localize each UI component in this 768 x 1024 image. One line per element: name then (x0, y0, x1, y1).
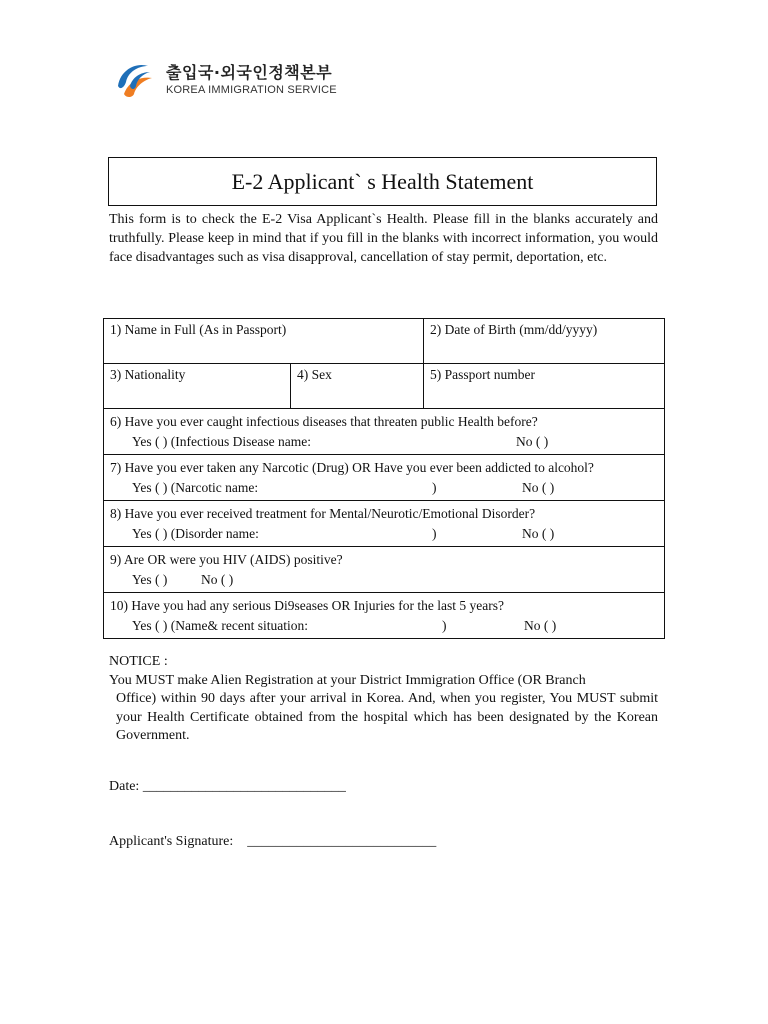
yes-option[interactable]: Yes ( ) (132, 572, 168, 587)
no-option[interactable]: No ( ) (522, 526, 555, 541)
notice-first-line: You MUST make Alien Registration at your District Immigration Office (OR Branch (109, 672, 586, 688)
date-field[interactable] (109, 779, 346, 795)
korea-immigration-logo-icon (110, 56, 158, 104)
table-row (104, 319, 665, 364)
form-title: E-2 Applicant` s Health Statement (108, 157, 657, 206)
question-row (104, 501, 665, 547)
close-paren: ) (442, 618, 447, 633)
sex-field[interactable] (291, 364, 424, 409)
sex-label: 4) Sex (297, 367, 332, 382)
nationality-label: 3) Nationality (110, 367, 186, 382)
question-text: 6) Have you ever caught infectious diseases that threaten public Health before? (110, 414, 538, 429)
answer-line (110, 570, 658, 590)
logo-korean-name: 출입국·외국인정책본부 (166, 62, 333, 82)
question-text: 9) Are OR were you HIV (AIDS) positive? (110, 552, 343, 567)
question-text: 8) Have you ever received treatment for Mental/Neurotic/Emotional Disorder? (110, 506, 536, 521)
date-blank[interactable]: _____________________________ (142, 779, 346, 794)
passport-field[interactable] (424, 364, 665, 409)
passport-label: 5) Passport number (430, 367, 535, 382)
dob-field[interactable] (424, 319, 665, 364)
notice-heading: NOTICE : (109, 654, 168, 669)
close-paren: ) (432, 526, 437, 541)
signature-field[interactable] (109, 834, 436, 850)
question-row (104, 593, 665, 639)
answer-line (110, 616, 658, 636)
question-row (104, 547, 665, 593)
notice-rest: Office) within 90 days after your arrival in Korea. And, when you register, You MUST submit your Health Certificate obtained from the hospital which has been designated by the Korean Government. (116, 691, 658, 743)
answer-line (110, 432, 658, 452)
logo (110, 56, 337, 104)
no-option[interactable]: No ( ) (522, 480, 555, 495)
question-text: 7) Have you ever taken any Narcotic (Drug) OR Have you ever been addicted to alcohol? (110, 460, 594, 475)
yes-option[interactable]: Yes ( ) (Name& recent situation: (132, 618, 308, 633)
yes-option[interactable]: Yes ( ) (Infectious Disease name: (132, 434, 311, 449)
no-option[interactable]: No ( ) (516, 434, 549, 449)
answer-line (110, 478, 658, 498)
applicant-form-table (103, 318, 665, 639)
nationality-field[interactable] (104, 364, 291, 409)
question-row (104, 455, 665, 501)
yes-option[interactable]: Yes ( ) (Disorder name: (132, 526, 259, 541)
close-paren: ) (432, 480, 437, 495)
signature-label: Applicant's Signature: (109, 834, 234, 849)
signature-blank[interactable]: ___________________________ (247, 834, 437, 849)
question-text: 10) Have you had any serious Di9seases OR Injuries for the last 5 years? (110, 598, 505, 613)
notice-body (109, 672, 658, 746)
answer-line (110, 524, 658, 544)
yes-option[interactable]: Yes ( ) (Narcotic name: (132, 480, 259, 495)
dob-label: 2) Date of Birth (mm/dd/yyyy) (430, 322, 598, 337)
date-label: Date: (109, 779, 143, 794)
no-option[interactable]: No ( ) (201, 572, 234, 587)
table-row (104, 364, 665, 409)
no-option[interactable]: No ( ) (524, 618, 557, 633)
logo-text (166, 64, 337, 97)
name-label: 1) Name in Full (As in Passport) (110, 322, 287, 337)
notice-section (109, 653, 658, 746)
question-row (104, 409, 665, 455)
intro-paragraph: This form is to check the E-2 Visa Applicant`s Health. Please fill in the blanks accurately and truthfully. Please keep in mind that if you fill in the blanks with incorrect information, you would face disadvantages such as visa disapproval, cancellation of stay permit, deportation, etc. (109, 212, 658, 265)
name-field[interactable] (104, 319, 424, 364)
logo-english-name: KOREA IMMIGRATION SERVICE (166, 84, 337, 97)
